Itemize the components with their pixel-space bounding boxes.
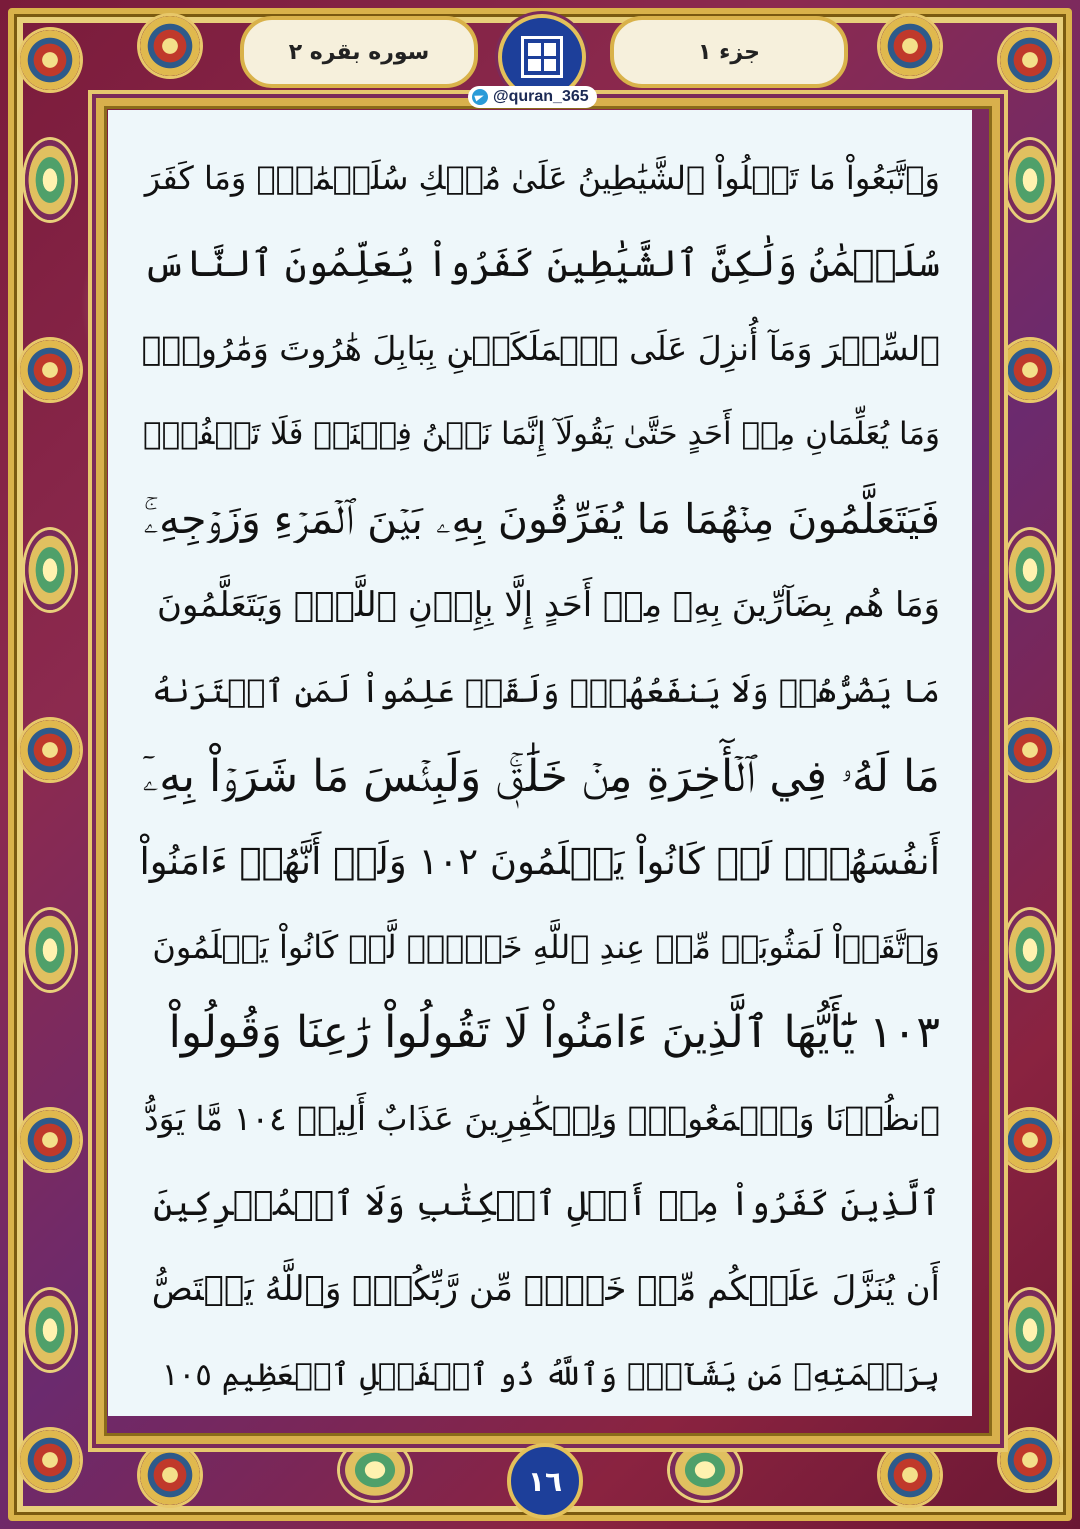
- side-medallion-left: [20, 720, 80, 780]
- verse-line: بِرَحۡمَتِهِۦ مَن يَشَآءُۚ وَٱللَّهُ ذُو ٱلۡفَضۡلِ ٱلۡعَظِيمِ ١٠٥: [161, 1356, 940, 1393]
- bottom-lozenge: [670, 1440, 740, 1500]
- side-medallion-right: [1000, 340, 1060, 400]
- juz-label: جزء ۱: [698, 39, 760, 65]
- verse-line: وَمَا يُعَلِّمَانِ مِنۡ أَحَدٍ حَتَّىٰ يَقُولَآ إِنَّمَا نَحۡنُ فِتۡنَةٞ فَلَا تَكۡفُرۡۖ: [142, 416, 940, 453]
- verse-line: وَٱتَّقَوۡاْ لَمَثُوبَةٞ مِّنۡ عِندِ ٱللَّهِ خَيۡرٞۚ لَّوۡ كَانُواْ يَعۡلَمُونَ: [152, 928, 940, 967]
- verse-line: مَا يَضُرُّهُمۡ وَلَا يَنفَعُهُمۡۚ وَلَقَدۡ عَلِمُواْ لَمَنِ ٱشۡتَرَىٰهُ: [152, 671, 940, 710]
- verse-line: ٱلَّذِينَ كَفَرُواْ مِنۡ أَهۡلِ ٱلۡكِتَٰبِ وَلَا ٱلۡمُشۡرِكِينَ: [153, 1184, 940, 1225]
- side-lozenge-right: [1005, 910, 1055, 990]
- verse-line: ٱنظُرۡنَا وَٱسۡمَعُواْۗ وَلِلۡكَٰفِرِينَ عَذَابٌ أَلِيمٞ ١٠٤ مَّا يَوَدُّ: [143, 1098, 940, 1138]
- verse-line: وَمَا هُم بِضَآرِّينَ بِهِۦ مِنۡ أَحَدٍ إِلَّا بِإِذۡنِ ٱللَّهِۚ وَيَتَعَلَّمُونَ: [157, 585, 940, 626]
- side-medallion-left: [20, 1110, 80, 1170]
- bottom-lozenge: [340, 1440, 410, 1500]
- verse-line: سُلَيۡمَٰنُ وَلَٰكِنَّ ٱلشَّيَٰطِينَ كَفَرُواْ يُعَلِّمُونَ ٱلنَّاسَ: [143, 241, 940, 285]
- side-lozenge-right: [1005, 1290, 1055, 1370]
- verse-lines: [140, 135, 940, 1418]
- corner-medallion-top-left: [140, 16, 200, 76]
- surah-label: سوره بقره ۲: [288, 39, 430, 65]
- side-medallion-left: [20, 340, 80, 400]
- verse-line: مَا لَهُۥ فِي ٱلۡأٓخِرَةِ مِنۡ خَلَٰقٖۚ وَلَبِئۡسَ مَا شَرَوۡاْ بِهِۦٓ: [142, 750, 940, 802]
- channel-handle-badge[interactable]: [468, 86, 597, 108]
- verse-line: أَن يُنَزَّلَ عَلَيۡكُم مِّنۡ خَيۡرٖ مِّن رَّبِّكُمۡۚ وَٱللَّهُ يَخۡتَصُّ: [151, 1269, 940, 1310]
- verse-line: ١٠٣ يَٰٓأَيُّهَا ٱلَّذِينَ ءَامَنُواْ لَا تَقُولُواْ رَٰعِنَا وَقُولُواْ: [168, 1007, 940, 1059]
- verse-line: وَٱتَّبَعُواْ مَا تَتۡلُواْ ٱلشَّيَٰطِينُ عَلَىٰ مُلۡكِ سُلَيۡمَٰنَۖ وَمَا كَفَرَ: [144, 158, 940, 197]
- side-lozenge-left: [25, 140, 75, 220]
- side-lozenge-right: [1005, 530, 1055, 610]
- side-medallion-left: [20, 1430, 80, 1490]
- verse-line: فَيَتَعَلَّمُونَ مِنۡهُمَا مَا يُفَرِّقُونَ بِهِۦ بَيۡنَ ٱلۡمَرۡءِ وَزَوۡجِهِۦۚ: [143, 495, 940, 544]
- channel-handle: @quran_365: [493, 88, 589, 105]
- side-lozenge-left: [25, 910, 75, 990]
- side-medallion-right: [1000, 1110, 1060, 1170]
- corner-medallion-top-right: [880, 16, 940, 76]
- juz-cartouche: [610, 16, 848, 88]
- telegram-icon: [472, 89, 488, 105]
- side-medallion-right: [1000, 720, 1060, 780]
- surah-cartouche: [240, 16, 478, 88]
- verse-line: ٱلسِّحۡرَ وَمَآ أُنزِلَ عَلَى ٱلۡمَلَكَيۡنِ بِبَابِلَ هَٰرُوتَ وَمَٰرُوتَۚ: [141, 329, 940, 369]
- side-lozenge-left: [25, 530, 75, 610]
- side-medallion-right: [1000, 1430, 1060, 1490]
- side-medallion-right: [1000, 30, 1060, 90]
- side-lozenge-right: [1005, 140, 1055, 220]
- corner-medallion-bottom-left: [140, 1445, 200, 1505]
- corner-medallion-bottom-right: [880, 1445, 940, 1505]
- side-medallion-left: [20, 30, 80, 90]
- verse-line: أَنفُسَهُمۡۚ لَوۡ كَانُواْ يَعۡلَمُونَ ١٠٢ وَلَوۡ أَنَّهُمۡ ءَامَنُواْ: [140, 840, 940, 884]
- side-lozenge-left: [25, 1290, 75, 1370]
- page-number: ١٦: [507, 1443, 583, 1519]
